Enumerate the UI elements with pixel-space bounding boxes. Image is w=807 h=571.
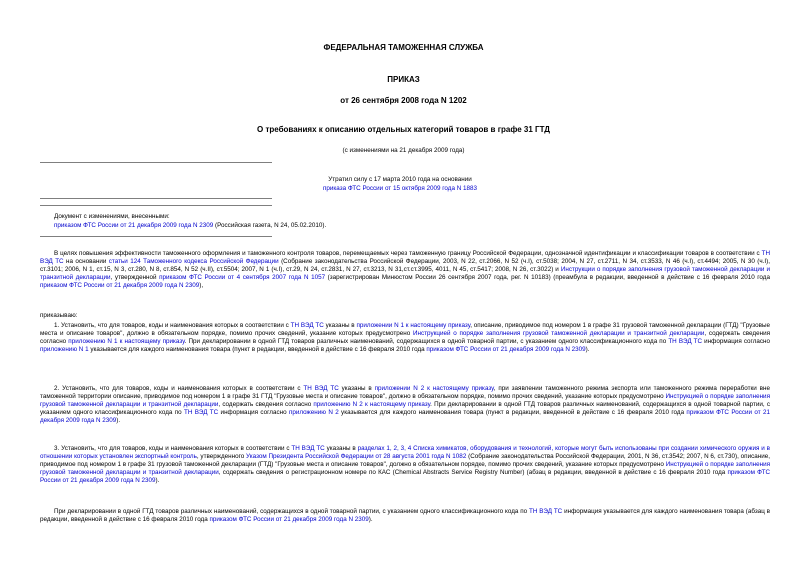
text: . При декларировании в одной ГТД товаров различных наименований, содержащихся в одной товарной партии, с указанием одного классификационного кода по: [40, 401, 770, 416]
text: ).: [585, 346, 590, 353]
link-appendix-1[interactable]: приложении N 1 к настоящему приказу: [356, 322, 471, 329]
text: , утвержденного: [196, 453, 247, 460]
link-tnved[interactable]: ТН ВЭД ТС: [668, 338, 703, 345]
doc-type: ПРИКАЗ: [387, 75, 420, 84]
link-appendix-2[interactable]: приложению N 2: [288, 409, 339, 416]
text: информация согласно: [218, 409, 289, 416]
changes-intro: Документ с изменениями, внесенными:: [54, 213, 170, 220]
text: указаны в: [324, 445, 358, 452]
clause-3-second-paragraph: [40, 508, 770, 524]
text: (зарегистрирован Минюстом России 26 сентября 2007 года, рег. N 10183) (преамбула в редакции, введенной в действие с 16 февраля 2010 года: [325, 274, 770, 281]
text: ).: [116, 417, 121, 424]
changes-note: [54, 212, 654, 230]
link-tnved[interactable]: ТН ВЭД ТС: [40, 250, 770, 265]
link-appendix-1[interactable]: приложению N 1: [40, 346, 89, 353]
clause-1: [40, 322, 770, 354]
text: , содержать сведения согласно: [40, 330, 770, 345]
text: , содержать сведения согласно: [218, 401, 314, 408]
text: , утвержденной: [110, 274, 160, 281]
text: При декларировании в одной ГТД товаров различных наименований, содержащихся в одной товарной партии, с указанием одного классификационного кода по: [54, 508, 529, 515]
link-tnved[interactable]: ТН ВЭД ТС: [291, 445, 325, 452]
text: 3. Установить, что для товаров, коды и наименования которых в соответствии с: [54, 445, 292, 452]
link-instruction[interactable]: Инструкции о порядке заполнения грузовой таможенной декларации и транзитной декларации: [40, 266, 770, 281]
changes-tail: (Российская газета, N 24, 05.02.2010).: [213, 222, 327, 229]
link-appendix-1[interactable]: приложению N 1 к настоящему приказу: [68, 338, 185, 345]
text: , при заявлении таможенного режима экспорта или таможенного режима переработки вне таможенной территории описание, приводимое под номером 1 в графе 31 ГТД "Грузовые места и описание товаров", должно в обязательном порядке, помимо прочих сведений, указание которых предусмотрено: [40, 385, 770, 400]
text: ).: [368, 516, 373, 523]
lost-force-note: [300, 175, 500, 193]
text: В целях повышения эффективности таможенного оформления и таможенного контроля товаров, перемещаемых через таможенную границу Российской Федерации, однозначной идентификации и классификации товаров в соответствии с: [54, 250, 762, 257]
link-instruction[interactable]: Инструкцией о порядке заполнения грузовой таможенной декларации и транзитной декларации: [412, 330, 705, 337]
clause-2: [40, 385, 770, 425]
divider: [40, 236, 272, 237]
link-tnved[interactable]: ТН ВЭД ТС: [303, 385, 339, 392]
lost-force-link[interactable]: приказа ФТС России от 15 октября 2009 года N 1883: [322, 185, 478, 192]
link-order-2309[interactable]: приказом ФТС России от 21 декабря 2009 года N 2309: [40, 409, 770, 424]
link-chemical-list[interactable]: разделах 1, 2, 3, 4 Списка химикатов, оборудования и технологий, которые могут быть использованы при создании химического оружия и в отношении которых установлен экспортный контроль: [40, 445, 771, 460]
link-tnved[interactable]: ТН ВЭД ТС: [183, 409, 219, 416]
text: указаны в: [338, 385, 375, 392]
org-name: ФЕДЕРАЛЬНАЯ ТАМОЖЕННАЯ СЛУЖБА: [323, 43, 484, 52]
link-appendix-2[interactable]: приложении N 2 к настоящему приказу: [374, 385, 494, 392]
link-order-2309[interactable]: приказом ФТС России от 21 декабря 2009 года N 2309: [40, 469, 770, 484]
link-tnved[interactable]: ТН ВЭД ТС: [290, 322, 324, 329]
link-tnved[interactable]: ТН ВЭД ТС: [528, 508, 563, 515]
changes-link[interactable]: приказом ФТС России от 21 декабря 2009 года N 2309: [54, 222, 214, 229]
text: указывается для каждого наименования товара (пункт в редакции, введенной в действие с 16 февраля 2010 года: [338, 409, 687, 416]
text: , содержать сведения о регистрационном номере по КАС (Chemical Abstracts Service Registry Number) (абзац в редакции, введенной в действие с 16 февраля 2010 года: [218, 469, 728, 476]
link-order-2309[interactable]: приказом ФТС России от 21 декабря 2009 года N 2309: [40, 282, 200, 289]
link-decree-1082[interactable]: Указом Президента Российской Федерации от 28 августа 2001 года N 1082: [246, 453, 467, 460]
divider: [40, 198, 272, 199]
text: (Собрание законодательства Российской Федерации, 2003, N 22, ст.2066, N 52 (ч.I), ст.5038; 2004, N 27, ст.2711, N 34, ст.3533, N 46 (ч.I), ст.4494; 2005, N 30 (ч.I), ст.3101; 2006, N 1, ст.15, N 3, ст.280, N 8, ст.854, N 52 (ч.II), ст.5504; 2007, N 1 (ч.I), ст.29, N 24, ст.2831, N 27, ст.3213, N 31,ст.ст.3995, 4011, N 45, ст.5417; 2008, N 26, ст.3022) и: [40, 258, 770, 273]
link-appendix-2[interactable]: приложению N 2 к настоящему приказу: [313, 401, 431, 408]
divider: [40, 162, 272, 163]
text: 1. Установить, что для товаров, коды и наименования которых в соответствии с: [54, 322, 291, 329]
clause-3: [40, 445, 770, 485]
text: , описание, приводимое под номером 1 в графе 31 грузовой таможенной декларации (ГТД) "Грузовые места и описание товаров", должно в обязательном порядке, помимо прочих сведений, указание которых предусмотрено: [40, 322, 770, 337]
text: 2. Установить, что для товаров, коды и наименования которых в соответствии с: [54, 385, 304, 392]
link-order-1057[interactable]: приказом ФТС России от 4 сентября 2007 года N 1057: [159, 274, 326, 281]
text: ),: [199, 282, 204, 289]
preamble-paragraph: [40, 250, 770, 290]
text: ).: [155, 477, 160, 484]
text: указаны в: [323, 322, 357, 329]
doc-date-number: от 26 сентября 2008 года N 1202: [340, 96, 467, 105]
link-article-124[interactable]: статьи 124 Таможенного кодекса Российской Федерации: [108, 258, 279, 265]
order-word: приказываю:: [40, 312, 78, 319]
text: на основании: [63, 258, 109, 265]
link-instruction[interactable]: Инструкцией о порядке заполнения грузовой таможенной декларации и транзитной декларации: [40, 461, 771, 476]
text: информация указывается для каждого наименования товара (абзац в редакции, введенной в действие с 16 февраля 2010 года: [40, 508, 771, 523]
lost-force-text: Утратил силу с 17 марта 2010 года на основании: [328, 176, 472, 183]
text: указывается для каждого наименования товара (пункт в редакции, введенной в действие с 16 февраля 2010 года: [88, 346, 427, 353]
doc-title: О требованиях к описанию отдельных категорий товаров в графе 31 ГТД: [257, 125, 550, 134]
link-order-2309[interactable]: приказом ФТС России от 21 декабря 2009 года N 2309: [209, 516, 369, 523]
text: (Собрание законодательства Российской Федерации, 2001, N 36, ст.3542; 2007, N 6, ст.730), описание, приводимое под номером 1 в графе 31 грузовой таможенной декларации (ГТД) "Грузовые места и описание товаров", должно в обязательном порядке, помимо прочих сведений, указание которых предусмотрено: [40, 453, 771, 468]
divider: [40, 205, 272, 206]
revision-note: (с изменениями на 21 декабря 2009 года): [342, 147, 465, 154]
link-instruction[interactable]: Инструкцией о порядке заполнения грузовой таможенной декларации и транзитной декларации: [40, 393, 770, 408]
text: информация согласно: [702, 338, 771, 345]
link-order-2309[interactable]: приказом ФТС России от 21 декабря 2009 года N 2309: [426, 346, 586, 353]
text: . При декларировании в одной ГТД товаров различных наименований, содержащихся в одной товарной партии, с указанием одного классификационного кода по: [184, 338, 669, 345]
